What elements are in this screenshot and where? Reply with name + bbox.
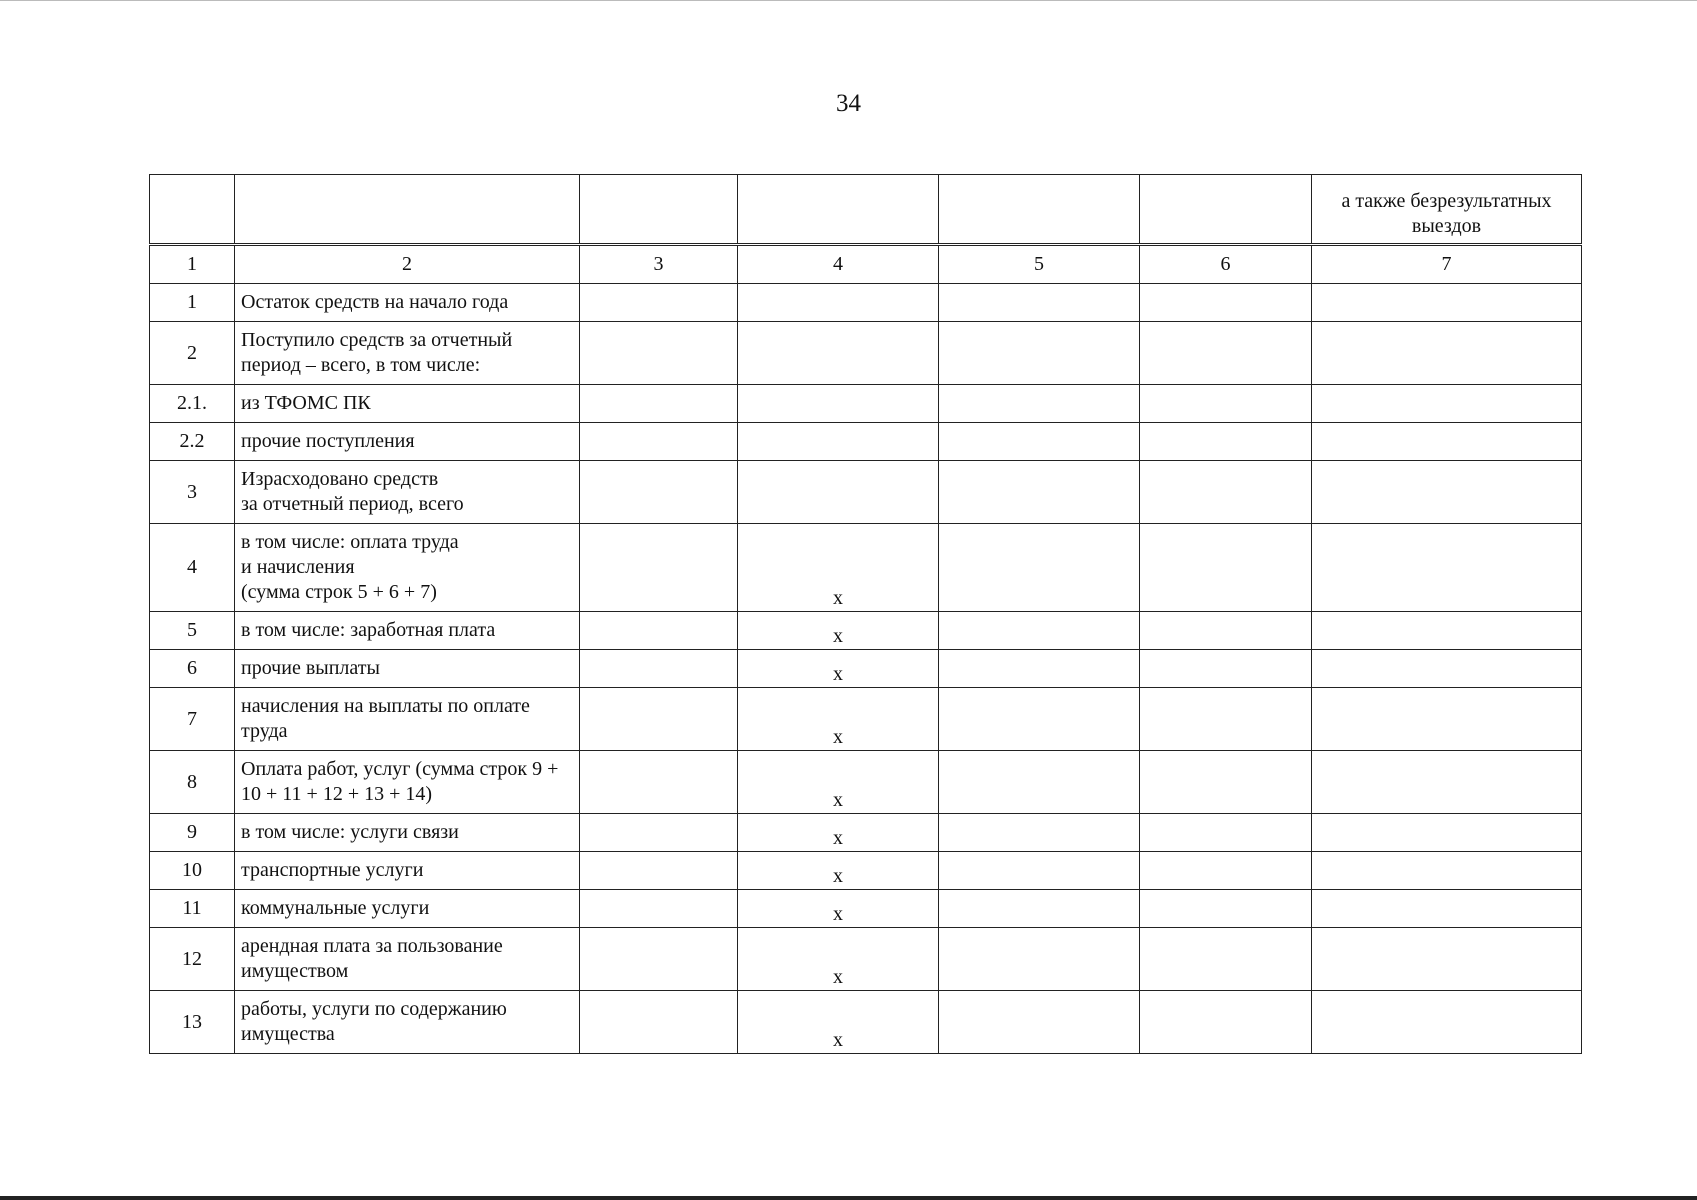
row-number: 6 (150, 650, 235, 688)
value-cell-col4: x (738, 928, 939, 991)
value-cell-col5 (939, 928, 1140, 991)
value-cell-col4: x (738, 814, 939, 852)
table-row (150, 650, 1582, 688)
value-cell-col4: x (738, 688, 939, 751)
row-number: 12 (150, 928, 235, 991)
header-cell (580, 175, 738, 245)
row-label: из ТФОМС ПК (235, 385, 580, 423)
row-number: 13 (150, 991, 235, 1054)
value-cell-col4 (738, 385, 939, 423)
value-cell-col7 (1312, 461, 1582, 524)
value-cell-col5 (939, 284, 1140, 322)
value-cell-col5 (939, 385, 1140, 423)
row-number: 10 (150, 852, 235, 890)
value-cell-col7 (1312, 322, 1582, 385)
row-label: начисления на выплаты по оплате труда (235, 688, 580, 751)
column-number: 4 (738, 245, 939, 284)
row-number: 11 (150, 890, 235, 928)
value-cell-col6 (1140, 385, 1312, 423)
row-label: Оплата работ, услуг (сумма строк 9 + 10 + 11 + 12 + 13 + 14) (235, 751, 580, 814)
value-cell-col3 (580, 322, 738, 385)
value-cell-col3 (580, 852, 738, 890)
value-cell-col4: x (738, 650, 939, 688)
table-row (150, 751, 1582, 814)
value-cell-col6 (1140, 852, 1312, 890)
row-label: Поступило средств за отчетный период – всего, в том числе: (235, 322, 580, 385)
value-cell-col4: x (738, 524, 939, 612)
row-number: 8 (150, 751, 235, 814)
row-label: в том числе: заработная плата (235, 612, 580, 650)
table-row (150, 852, 1582, 890)
value-cell-col3 (580, 650, 738, 688)
value-cell-col6 (1140, 928, 1312, 991)
value-cell-col4 (738, 423, 939, 461)
value-cell-col4: x (738, 991, 939, 1054)
value-cell-col5 (939, 814, 1140, 852)
value-cell-col6 (1140, 322, 1312, 385)
header-cell (738, 175, 939, 245)
value-cell-col7 (1312, 991, 1582, 1054)
row-label: в том числе: оплата труда и начисления (сумма строк 5 + 6 + 7) (235, 524, 580, 612)
value-cell-col4 (738, 461, 939, 524)
row-number: 5 (150, 612, 235, 650)
row-label: Остаток средств на начало года (235, 284, 580, 322)
column-number: 6 (1140, 245, 1312, 284)
table-row (150, 688, 1582, 751)
value-cell-col7 (1312, 890, 1582, 928)
table-row (150, 524, 1582, 612)
header-col7-caption: а также безрезультатных выездов (1312, 175, 1582, 245)
value-cell-col4: x (738, 890, 939, 928)
value-cell-col6 (1140, 650, 1312, 688)
value-cell-col3 (580, 688, 738, 751)
table-row (150, 890, 1582, 928)
value-cell-col4: x (738, 612, 939, 650)
value-cell-col3 (580, 814, 738, 852)
table-row (150, 991, 1582, 1054)
value-cell-col6 (1140, 461, 1312, 524)
value-cell-col6 (1140, 612, 1312, 650)
row-label: Израсходовано средств за отчетный период, всего (235, 461, 580, 524)
value-cell-col3 (580, 751, 738, 814)
row-number: 1 (150, 284, 235, 322)
value-cell-col3 (580, 928, 738, 991)
value-cell-col6 (1140, 688, 1312, 751)
column-numbers-row (150, 245, 1582, 284)
value-cell-col4: x (738, 852, 939, 890)
value-cell-col7 (1312, 612, 1582, 650)
table-row (150, 423, 1582, 461)
row-label: в том числе: услуги связи (235, 814, 580, 852)
value-cell-col3 (580, 612, 738, 650)
value-cell-col3 (580, 524, 738, 612)
value-cell-col5 (939, 524, 1140, 612)
value-cell-col5 (939, 612, 1140, 650)
value-cell-col6 (1140, 423, 1312, 461)
value-cell-col7 (1312, 814, 1582, 852)
value-cell-col7 (1312, 524, 1582, 612)
header-cell (235, 175, 580, 245)
row-label: арендная плата за пользование имуществом (235, 928, 580, 991)
value-cell-col5 (939, 852, 1140, 890)
value-cell-col5 (939, 751, 1140, 814)
table-row (150, 814, 1582, 852)
row-number: 2.2 (150, 423, 235, 461)
column-number: 2 (235, 245, 580, 284)
row-label: прочие выплаты (235, 650, 580, 688)
scan-edge-top (0, 0, 1697, 1)
row-number: 2.1. (150, 385, 235, 423)
row-label: прочие поступления (235, 423, 580, 461)
table-row (150, 322, 1582, 385)
table-row (150, 612, 1582, 650)
value-cell-col7 (1312, 928, 1582, 991)
value-cell-col6 (1140, 991, 1312, 1054)
row-number: 3 (150, 461, 235, 524)
page-number: 34 (836, 90, 861, 117)
scan-edge-bottom (0, 1196, 1697, 1200)
value-cell-col7 (1312, 385, 1582, 423)
value-cell-col6 (1140, 751, 1312, 814)
value-cell-col6 (1140, 814, 1312, 852)
column-number: 5 (939, 245, 1140, 284)
value-cell-col4 (738, 284, 939, 322)
value-cell-col7 (1312, 688, 1582, 751)
row-label: коммунальные услуги (235, 890, 580, 928)
value-cell-col5 (939, 890, 1140, 928)
header-cell (939, 175, 1140, 245)
value-cell-col3 (580, 991, 738, 1054)
row-number: 7 (150, 688, 235, 751)
value-cell-col5 (939, 650, 1140, 688)
table-header-row (150, 175, 1582, 245)
value-cell-col6 (1140, 284, 1312, 322)
value-cell-col3 (580, 890, 738, 928)
column-number: 3 (580, 245, 738, 284)
row-label: работы, услуги по содержанию имущества (235, 991, 580, 1054)
value-cell-col5 (939, 991, 1140, 1054)
value-cell-col5 (939, 322, 1140, 385)
value-cell-col7 (1312, 284, 1582, 322)
value-cell-col5 (939, 461, 1140, 524)
value-cell-col6 (1140, 890, 1312, 928)
table-row (150, 284, 1582, 322)
table-row (150, 385, 1582, 423)
row-number: 4 (150, 524, 235, 612)
value-cell-col4 (738, 322, 939, 385)
value-cell-col7 (1312, 751, 1582, 814)
table-row (150, 928, 1582, 991)
report-table (149, 174, 1582, 1054)
value-cell-col3 (580, 284, 738, 322)
value-cell-col7 (1312, 852, 1582, 890)
header-cell (1140, 175, 1312, 245)
value-cell-col5 (939, 423, 1140, 461)
row-number: 2 (150, 322, 235, 385)
value-cell-col7 (1312, 650, 1582, 688)
table-row (150, 461, 1582, 524)
value-cell-col6 (1140, 524, 1312, 612)
column-number: 1 (150, 245, 235, 284)
value-cell-col3 (580, 461, 738, 524)
value-cell-col7 (1312, 423, 1582, 461)
row-label: транспортные услуги (235, 852, 580, 890)
value-cell-col3 (580, 423, 738, 461)
value-cell-col3 (580, 385, 738, 423)
header-cell (150, 175, 235, 245)
value-cell-col5 (939, 688, 1140, 751)
row-number: 9 (150, 814, 235, 852)
column-number: 7 (1312, 245, 1582, 284)
value-cell-col4: x (738, 751, 939, 814)
